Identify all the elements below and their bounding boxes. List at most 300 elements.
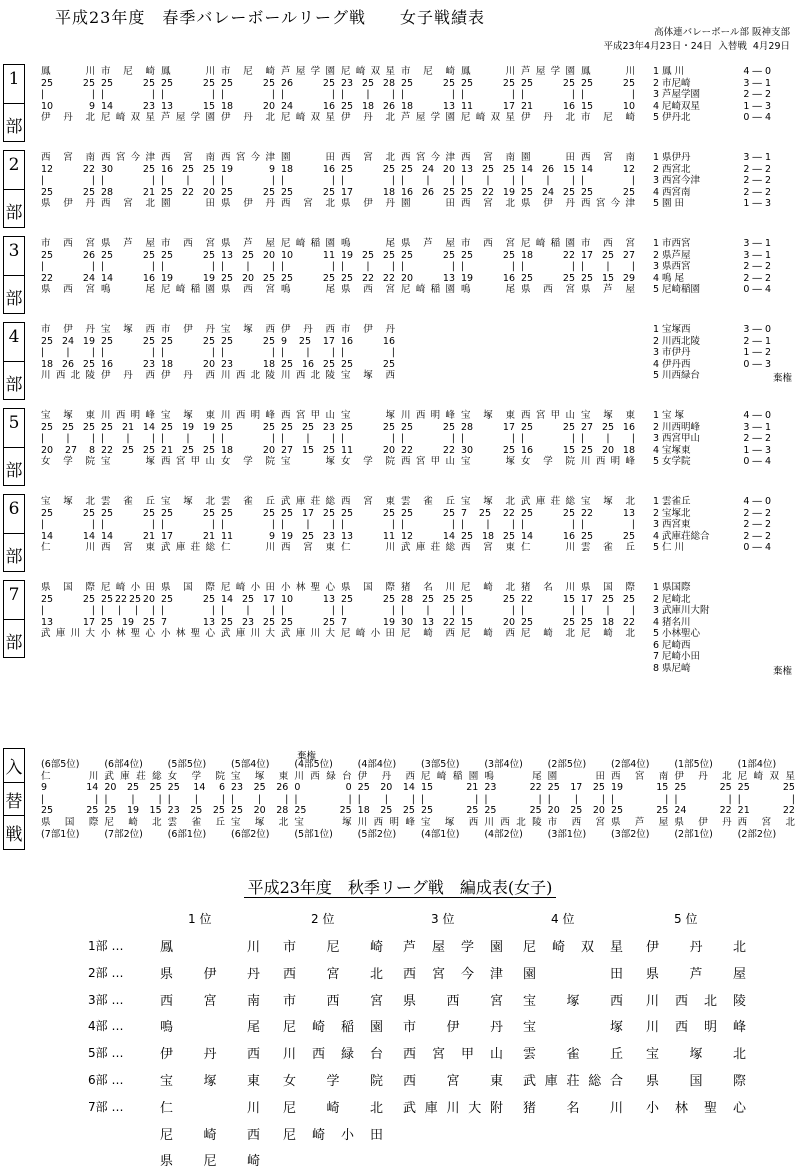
forfeit-note: 棄権 (773, 665, 793, 677)
match-cell: 14 12 (581, 163, 635, 175)
match-cell: 女 学 院 (41, 456, 95, 468)
match-cell: 25 25 (41, 507, 95, 519)
standings-row (653, 66, 771, 78)
standings-rank: 5 (653, 542, 660, 553)
division-label (3, 580, 25, 658)
match-cell: 25 17 25 (281, 507, 335, 519)
match-cell: 鳳 川 (461, 66, 515, 77)
irekae-cell: 西 宮 北 (737, 816, 795, 828)
match-row (38, 508, 638, 520)
team-cell: 鳴 尾 (160, 1020, 260, 1036)
standings-team: 西宮東 (662, 519, 691, 530)
match-cell: 25 25 (581, 530, 635, 542)
match-cell (458, 324, 518, 336)
standings-row (653, 284, 771, 296)
standings-row (653, 410, 771, 422)
standings-list (653, 152, 771, 210)
standings-row (653, 273, 771, 285)
match-cell: 西 宮 今 津 (401, 152, 455, 163)
standings-list (653, 410, 771, 468)
match-cell: 宝 塚 西 (101, 324, 155, 335)
match-cell: 11 20 (341, 444, 395, 456)
match-cell: 25 25 (161, 249, 215, 261)
match-cell: 25 25 (521, 616, 575, 628)
match-cell (518, 324, 578, 336)
standings-team: 西宮今津 (662, 175, 701, 186)
standings-team: 伊丹西 (662, 358, 691, 370)
match-cell: 25 25 (401, 249, 455, 261)
match-cell: 10 9 (41, 100, 95, 112)
match-cell: | | (221, 519, 275, 531)
match-cell: | | (461, 605, 515, 617)
standings-row (653, 508, 771, 520)
match-cell: 尼 崎 小 田 (221, 582, 275, 593)
match-cell: 鳳 川 (41, 66, 95, 77)
irekae-cell: 市 西 宮 (547, 816, 605, 828)
divider (4, 275, 24, 276)
match-cell: 西 宮 今 津 (581, 198, 635, 210)
match-cell: 鳴 尾 (341, 238, 395, 249)
match-cell: 武 庫 荘 総 (161, 542, 215, 554)
standings-rank: 8 (653, 662, 660, 674)
match-cell: | | (221, 175, 275, 187)
match-cell: 西 宮 東 (101, 542, 155, 554)
irekae-cell: | | (674, 793, 732, 805)
match-cell: 25 25 (221, 77, 275, 89)
standings-row (653, 594, 771, 606)
match-cell: 県 伊 丹 (521, 198, 575, 210)
standings-record: 3 ― 1 (743, 249, 771, 261)
team-cell: 尼 崎 西 (160, 1127, 260, 1143)
irekae-cell: (3部1位) (547, 828, 587, 840)
team-cell: 西 宮 今 津 (403, 966, 503, 982)
irekae-cell: (1部4位) (737, 759, 777, 770)
page-title: 平成23年度 春季バレーボールリーグ戦 女子戦績表 (55, 8, 486, 27)
match-row (38, 617, 638, 629)
match-cell: 猪 名 川 (401, 582, 455, 593)
match-cell: 25 25 25 (41, 421, 95, 433)
irekae-cell: 24 22 (674, 805, 732, 817)
match-cell: 25 25 (341, 421, 395, 433)
match-cell: 11 9 (221, 530, 275, 542)
standings-team: 武庫川大附 (662, 605, 710, 616)
match-cell: | | (401, 433, 455, 445)
match-grid (38, 152, 638, 210)
irekae-cell: (5部2位) (357, 828, 397, 840)
match-cell: 川 西 北 陵 (221, 370, 275, 382)
irekae-cell: (6部4位) (104, 759, 143, 770)
standings-team: 川西明峰 (662, 421, 701, 433)
match-cell: 武 庫 川 大 (221, 628, 275, 640)
match-cell: 西 宮 甲 山 (401, 456, 455, 468)
irekae-cell: 仁 川 (41, 770, 99, 782)
match-cell: 尼 崎 稲 園 (401, 284, 455, 296)
match-cell: | | (221, 433, 275, 445)
match-cell: 市 西 宮 (461, 238, 515, 249)
match-cell: 県 西 宮 (341, 284, 395, 296)
match-cell: 芦 屋 学 園 (521, 66, 575, 77)
match-grid (38, 582, 638, 640)
irekae-row (38, 759, 798, 771)
team-cell: 西 宮 南 (160, 993, 260, 1009)
irekae-row (38, 805, 798, 817)
irekae-cell: | | | (547, 793, 605, 805)
standings-row (653, 238, 771, 250)
match-cell: 武 庫 川 大 (281, 628, 335, 640)
match-cell: 西 宮 甲 山 (521, 410, 575, 421)
irekae-cell: (1部5位) (674, 759, 713, 770)
irekae-cell: 25 25 (420, 805, 479, 817)
match-cell: | | (581, 175, 635, 187)
match-cell: 宝 塚 東 (41, 410, 95, 421)
match-grid (38, 324, 638, 382)
match-cell: 尼 崎 北 (461, 582, 515, 593)
match-cell: 18 20 (221, 100, 275, 112)
match-cell: 宝 塚 (101, 456, 155, 468)
division-label (3, 64, 25, 142)
match-cell: 宝 塚 東 (161, 410, 215, 421)
match-row (38, 519, 638, 531)
match-cell: 西 宮 今 津 (101, 152, 155, 163)
match-cell: 市 西 宮 (161, 238, 215, 249)
match-cell: 25 15 29 (581, 272, 635, 284)
match-cell: 25 24 25 (521, 186, 575, 198)
irekae-cell: 25 25 (484, 805, 542, 817)
irekae-cell: 伊 丹 西 (357, 770, 415, 782)
match-row (38, 238, 638, 250)
match-cell (518, 359, 578, 371)
standings-rank: 1 (653, 324, 660, 335)
match-cell: 25 25 (341, 163, 395, 175)
match-cell: | | (101, 89, 155, 101)
match-cell: | | | (221, 261, 275, 273)
standings-rank: 4 (653, 616, 660, 628)
match-cell: 15 10 (581, 100, 635, 112)
match-cell (458, 336, 518, 348)
standings-record: 2 ― 1 (743, 335, 771, 347)
match-cell: | | (41, 89, 95, 101)
irekae-cell: 武 庫 荘 総 (104, 770, 162, 782)
standings-team: 小林聖心 (662, 628, 701, 639)
match-cell: | | (341, 175, 395, 187)
match-cell: 鳳 川 (161, 66, 215, 77)
irekae-cell: (6部2位) (230, 828, 270, 840)
match-cell: 尼 崎 稲 園 (281, 238, 335, 249)
match-cell: 25 25 (161, 335, 215, 347)
match-cell: 西 宮 東 (281, 542, 335, 554)
match-cell: 13 15 (161, 100, 215, 112)
match-cell: 宝 塚 (281, 456, 335, 468)
irekae-cell: 9 14 (41, 782, 99, 794)
irekae-cell: | | (41, 793, 99, 805)
match-cell: 川 西 明 峰 (401, 410, 455, 421)
match-row (38, 324, 638, 336)
match-row (38, 422, 638, 434)
match-cell: 園 田 (401, 198, 455, 210)
standings-record: 3 ― 1 (743, 77, 771, 89)
standings-row (653, 628, 771, 640)
irekae-cell: (5部1位) (294, 828, 333, 840)
match-cell: | | (521, 89, 575, 101)
match-cell: 30 13 22 (401, 616, 455, 628)
irekae-cell: 25 19 15 (104, 805, 162, 817)
match-row (38, 605, 638, 617)
match-cell: | | (341, 519, 395, 531)
irekae-cell: 雲 雀 丘 (167, 816, 225, 828)
match-cell: 19 9 (221, 163, 275, 175)
standings-record (737, 582, 771, 594)
standings-rank: 3 (653, 347, 660, 358)
match-cell: 女 学 院 (521, 456, 575, 468)
standings-rank: 1 (653, 582, 660, 593)
match-cell: 武 庫 川 大 (41, 628, 95, 640)
division-row-label: 1部 … (88, 939, 124, 953)
team-cell: 尼 崎 北 (283, 1100, 383, 1116)
match-cell: | | (401, 89, 455, 101)
match-cell: 伊 丹 北 (221, 112, 275, 124)
match-cell: 西 宮 北 (461, 198, 515, 210)
match-cell: 県 国 際 (341, 582, 395, 593)
standings-row (653, 347, 771, 359)
irekae-cell: 25 25 (41, 805, 99, 817)
match-cell: 16 16 (341, 335, 395, 347)
irekae-cell: 女 学 院 (167, 770, 225, 782)
standings-rank: 5 (653, 198, 660, 209)
match-cell: | | (161, 347, 215, 359)
irekae-cell: 25 14 6 (167, 782, 225, 794)
irekae-cell: (3部2位) (610, 828, 650, 840)
match-cell: | | (101, 347, 155, 359)
divider (4, 189, 24, 190)
match-cell: 25 24 20 (401, 163, 455, 175)
match-cell: 鳴 尾 (461, 284, 515, 296)
standings-record: 2 ― 2 (743, 507, 771, 519)
division-label (3, 494, 25, 572)
match-cell: 16 23 (101, 358, 155, 370)
match-cell: 30 25 (461, 444, 515, 456)
match-cell: 17 18 (341, 186, 395, 198)
match-row (38, 101, 638, 113)
irekae-cell: | | | (167, 793, 225, 805)
irekae-row (38, 829, 798, 841)
match-cell: 仁 川 (521, 542, 575, 554)
match-cell: 園 田 (161, 198, 215, 210)
standings-row (653, 531, 771, 543)
match-cell: | | (281, 175, 335, 187)
standings-record: 0 ― 4 (743, 112, 771, 123)
match-grid (38, 496, 638, 554)
match-cell: 18 13 (401, 100, 455, 112)
match-cell: 28 25 25 (401, 593, 455, 605)
division-suffix: 部 (5, 289, 23, 309)
match-cell (458, 347, 518, 359)
match-cell: 14 25 17 (221, 593, 275, 605)
match-cell: 19 16 (461, 272, 515, 284)
match-cell: | | | (161, 433, 215, 445)
irekae-note: 棄権 (297, 751, 317, 762)
standings-record: 2 ― 2 (743, 186, 771, 198)
standings-rank: 1 (653, 496, 660, 507)
standings-row (653, 187, 771, 199)
match-cell: 西 宮 北 (341, 152, 395, 163)
match-cell (578, 370, 638, 382)
divider (4, 103, 24, 104)
match-cell: 22 22 (401, 444, 455, 456)
column-header: 2 位 (311, 912, 335, 926)
standings-record: 1 ― 3 (743, 198, 771, 209)
standings-record (737, 370, 771, 382)
division-label (3, 150, 25, 228)
match-cell: 25 25 (341, 593, 395, 605)
team-cell: 西 宮 東 (403, 1074, 503, 1089)
match-cell: 西 宮 東 (341, 496, 395, 507)
irekae-cell: 尼 崎 稲 園 (420, 770, 479, 782)
match-cell: 市 尼 崎 (401, 66, 455, 77)
standings-rank: 1 (653, 152, 660, 163)
match-cell: 19 25 23 (281, 530, 335, 542)
match-cell: | | (41, 519, 95, 531)
match-cell: | | (41, 261, 95, 273)
team-cell: 尼 崎 双 星 (523, 940, 623, 955)
match-cell: 16 26 25 (401, 186, 455, 198)
match-grid (38, 238, 638, 296)
match-cell: 伊 丹 北 (341, 112, 395, 124)
match-cell: 県 西 宮 (221, 284, 275, 296)
match-cell: 県 国 際 (161, 582, 215, 593)
standings-team: 県尼崎 (662, 662, 691, 674)
standings-record (737, 594, 771, 606)
match-cell: 25 25 (461, 249, 515, 261)
match-cell: 23 18 (221, 358, 275, 370)
standings-row (653, 519, 771, 531)
match-cell: 25 25 (101, 77, 155, 89)
match-row (38, 456, 638, 468)
match-cell: 18 26 25 (41, 358, 95, 370)
team-cell: 武 庫 荘 総 合 (523, 1074, 623, 1089)
match-cell: | | | (281, 519, 335, 531)
match-row (38, 112, 638, 124)
match-cell: 女 学 院 (341, 456, 395, 468)
standings-team: 伊丹北 (662, 112, 691, 123)
standings-row (653, 198, 771, 210)
irekae-cell: | | (294, 793, 352, 805)
match-row (38, 594, 638, 606)
match-cell: 25 23 25 (221, 616, 275, 628)
match-cell: | | | (341, 261, 395, 273)
match-cell: | | (161, 605, 215, 617)
standings-team: 市伊丹 (662, 347, 691, 358)
standings-record: 3 ― 0 (743, 324, 771, 335)
irekae-cell: 25 25 (294, 805, 352, 817)
match-cell: 25 25 (101, 249, 155, 261)
standings-rank: 2 (653, 335, 660, 347)
match-cell: 25 20 18 (581, 444, 635, 456)
match-cell: 県 伊 丹 (341, 198, 395, 210)
irekae-cell: | | (737, 793, 795, 805)
team-cell: 川 西 北 陵 (646, 993, 746, 1009)
standings-team: 鳴 尾 (662, 272, 685, 284)
match-cell: 11 17 (461, 100, 515, 112)
match-cell: | | | (41, 433, 95, 445)
standings-row (653, 359, 771, 371)
team-cell: 武 庫 川 大 附 (403, 1100, 503, 1116)
match-row (38, 152, 638, 164)
standings-team: 尼崎双星 (662, 100, 701, 112)
standings-record (737, 651, 771, 663)
match-cell: | | | | (101, 605, 155, 617)
match-cell: 25 26 (41, 249, 95, 261)
match-cell: 27 15 25 (281, 444, 335, 456)
match-cell: 園 田 (281, 152, 335, 163)
team-cell: 県 尼 崎 (160, 1154, 260, 1170)
match-cell: 18 20 (161, 358, 215, 370)
standings-rank: 5 (653, 284, 660, 295)
match-row (38, 336, 638, 348)
match-row (38, 261, 638, 273)
standings-record: 1 ― 3 (743, 444, 771, 456)
match-cell: 市 伊 丹 (341, 324, 395, 335)
match-row (38, 284, 638, 296)
match-cell: 21 16 (521, 100, 575, 112)
standings-team: 尼崎小田 (662, 651, 701, 662)
standings-team: 川西北陵 (662, 335, 701, 347)
match-cell: | | (581, 519, 635, 531)
irekae-cell: 鳴 尾 (484, 770, 542, 782)
irekae-cell: 20 25 25 (104, 782, 162, 794)
match-cell: 伊 丹 西 (101, 370, 155, 382)
standings-list (653, 66, 771, 124)
match-cell: 25 18 22 (581, 616, 635, 628)
standings-record: 2 ― 2 (743, 175, 771, 186)
team-cell: 尼 崎 稲 園 (283, 1020, 383, 1036)
irekae-cell: (6部1位) (167, 828, 207, 840)
standings-rank: 4 (653, 530, 660, 542)
irekae-cell: (5部4位) (230, 759, 270, 770)
match-cell: 小 林 聖 心 (101, 628, 155, 640)
standings-record: 3 ― 1 (743, 421, 771, 433)
division-row-label: 6部 … (88, 1073, 124, 1087)
standings-row (653, 261, 771, 273)
match-cell: 25 18 26 (341, 100, 395, 112)
standings-row (653, 542, 771, 554)
match-cell: | | | (521, 175, 575, 187)
match-cell: 20 27 8 (41, 444, 95, 456)
irekae-cell: 川 西 北 陵 (484, 816, 542, 828)
match-cell (578, 347, 638, 359)
match-cell: 25 18 25 (461, 530, 515, 542)
match-cell: 尼 崎 西 (461, 628, 515, 640)
match-cell: | | (521, 605, 575, 617)
match-cell: 22 25 25 (101, 444, 155, 456)
match-cell: 25 25 (101, 507, 155, 519)
match-cell: 25 25 (41, 593, 95, 605)
match-cell (518, 347, 578, 359)
team-cell: 川 西 明 峰 (646, 1020, 746, 1036)
match-cell: 雲 雀 丘 (221, 496, 275, 507)
match-cell: 25 25 (161, 593, 215, 605)
match-cell: 25 19 25 (101, 616, 155, 628)
match-cell: | | (401, 519, 455, 531)
division-label (3, 236, 25, 314)
match-cell: 25 25 (221, 186, 275, 198)
match-row (38, 359, 638, 371)
standings-rank: 2 (653, 421, 660, 433)
standings-team: 市尼崎 (662, 77, 691, 89)
match-cell: 仁 川 (341, 542, 395, 554)
team-cell: 市 伊 丹 (403, 1020, 503, 1036)
division-suffix: 部 (5, 547, 23, 567)
match-row (38, 445, 638, 457)
